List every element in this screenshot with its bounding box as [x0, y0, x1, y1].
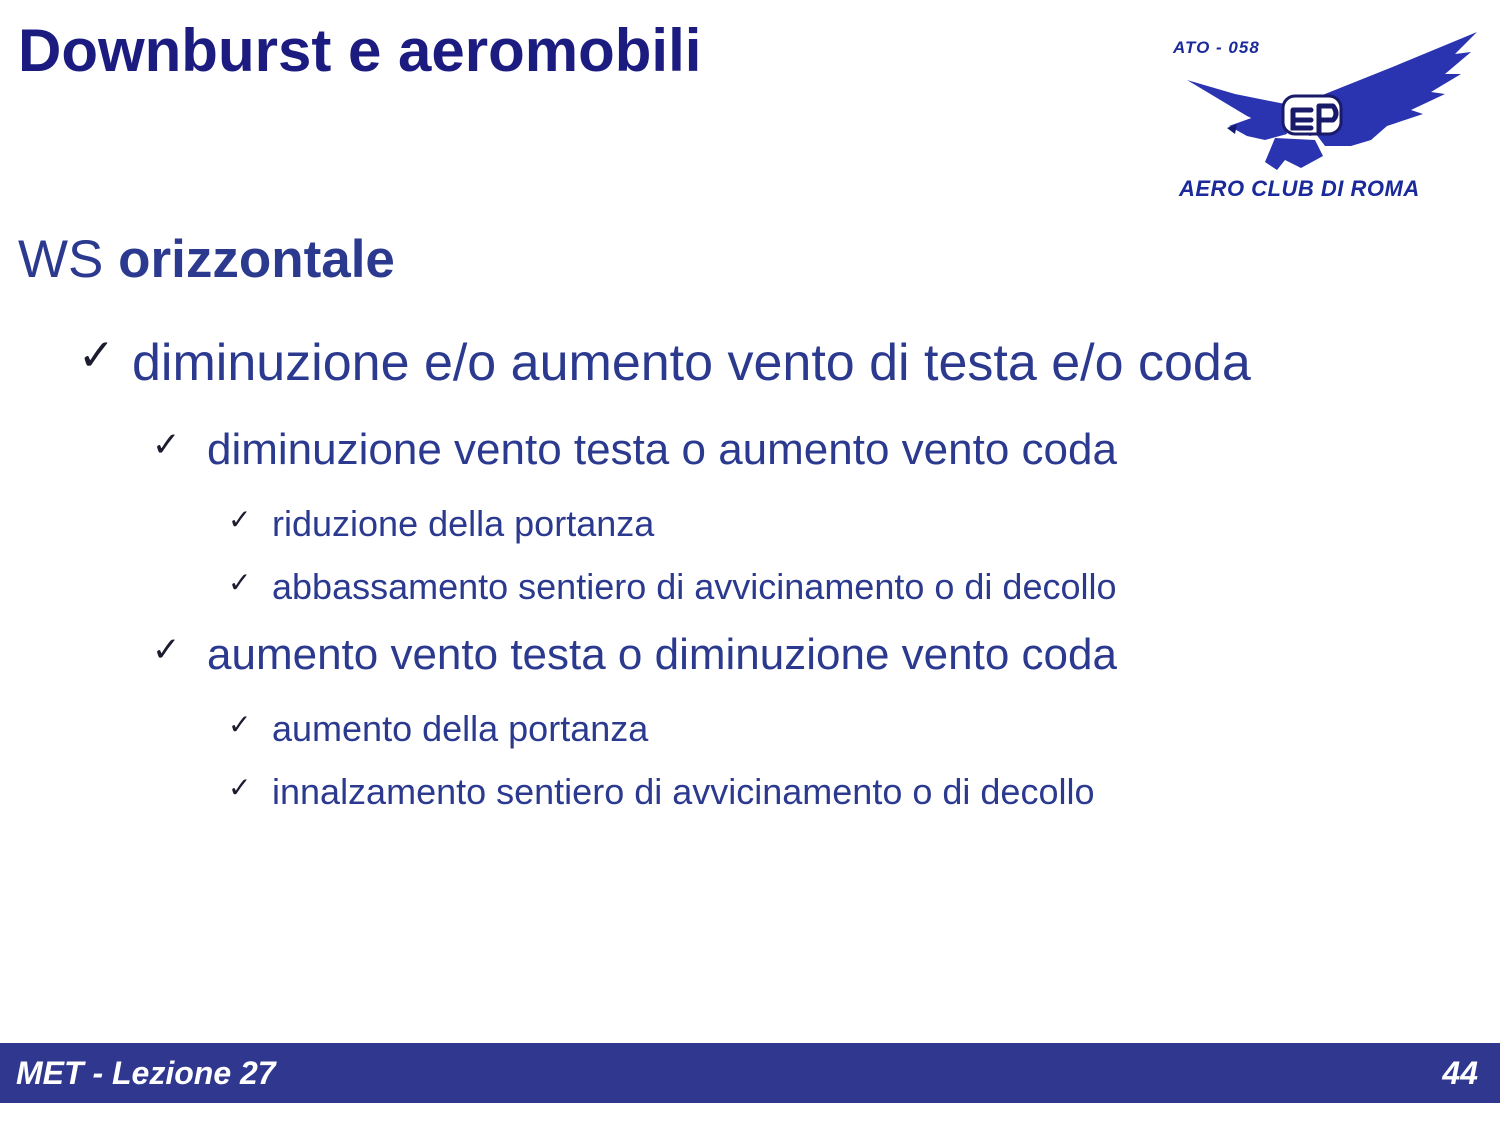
logo-code-text: ATO - 058	[1173, 38, 1260, 57]
bullet-level3	[228, 771, 1094, 813]
checkmark-icon: ✓	[152, 426, 181, 464]
checkmark-icon: ✓	[152, 631, 181, 669]
bullet-level3	[228, 566, 1117, 608]
bullet-text: innalzamento sentiero di avvicinamento o di decollo	[272, 771, 1095, 812]
page-number: 44	[1442, 1055, 1478, 1091]
bullet-text: aumento della portanza	[272, 708, 649, 749]
slide-title: Downburst e aeromobili	[18, 17, 702, 84]
bullet-level2	[152, 425, 1117, 475]
aero-club-logo	[1165, 28, 1480, 210]
bullet-text: aumento vento testa o diminuzione vento coda	[207, 630, 1117, 679]
bullet-level3	[228, 708, 648, 750]
heading-prefix: WS	[18, 230, 104, 289]
checkmark-icon: ✓	[228, 504, 252, 535]
bullet-level2	[152, 630, 1117, 680]
bullet-text: diminuzione e/o aumento vento di testa e/o coda	[132, 334, 1251, 392]
checkmark-icon: ✓	[228, 567, 252, 598]
footer-lesson-label: MET - Lezione 27	[16, 1055, 276, 1091]
heading-emphasis: orizzontale	[118, 230, 395, 289]
footer-bar	[0, 1043, 1500, 1103]
checkmark-icon: ✓	[228, 709, 252, 740]
bullet-level1	[78, 330, 1251, 393]
bullet-text: abbassamento sentiero di avvicinamento o di decollo	[272, 566, 1117, 607]
bullet-level3	[228, 503, 654, 545]
checkmark-icon: ✓	[78, 331, 115, 380]
checkmark-icon: ✓	[228, 772, 252, 803]
bullet-text: riduzione della portanza	[272, 503, 655, 544]
logo-name-text: AERO CLUB DI ROMA	[1179, 176, 1420, 201]
section-heading	[18, 230, 395, 291]
bullet-text: diminuzione vento testa o aumento vento coda	[207, 425, 1117, 474]
